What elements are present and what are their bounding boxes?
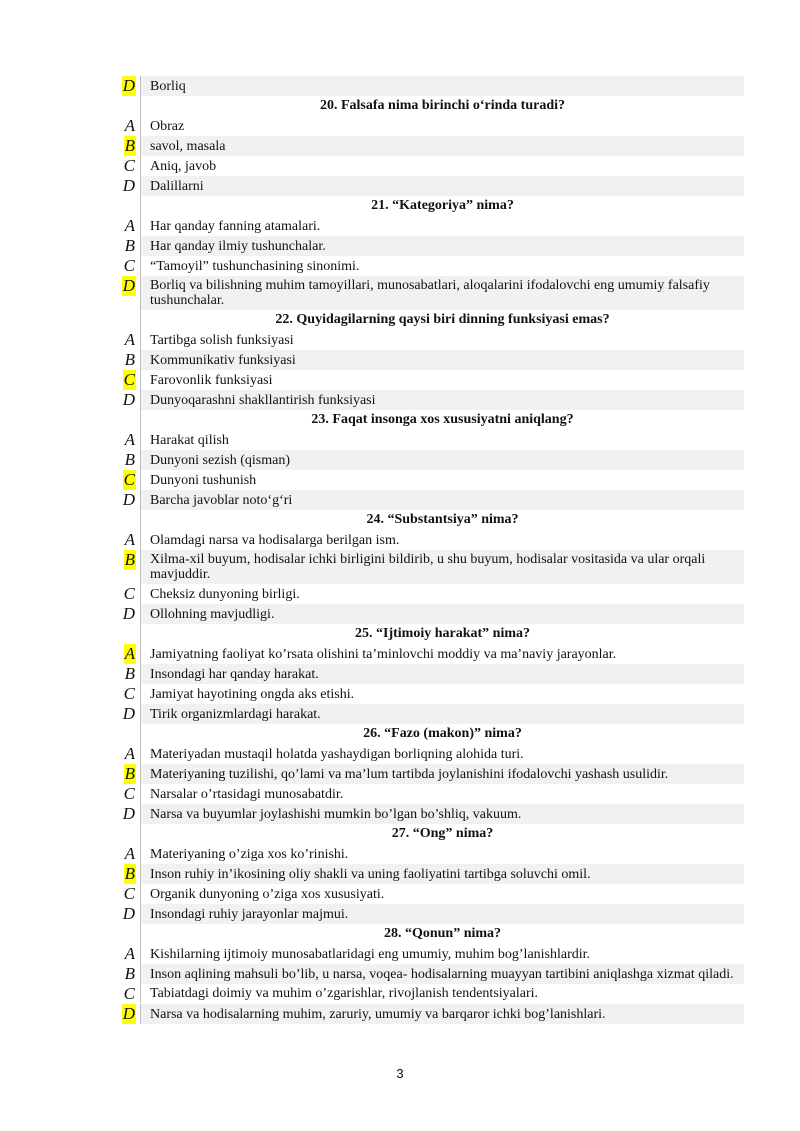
option-letter: A	[124, 430, 135, 449]
page-number: 3	[396, 1066, 404, 1081]
answer-text: Kishilarning ijtimoiy munosabatlaridagi eng umumiy, muhim bog’lanishlardir.	[140, 944, 744, 964]
question-heading	[112, 510, 744, 530]
option-letter: D	[122, 390, 135, 409]
option-letter: B	[124, 764, 135, 783]
option-letter: B	[124, 964, 135, 983]
answer-option	[112, 430, 744, 450]
answer-text: Materiyaning o’ziga xos ko’rinishi.	[140, 844, 744, 864]
answer-text: Narsa va buyumlar joylashishi mumkin bo’lgan bo’shliq, vakuum.	[140, 804, 744, 824]
question-text: 23. Faqat insonga xos xususiyatni aniqlang?	[140, 410, 744, 430]
question-text: 21. “Kategoriya” nima?	[140, 196, 744, 216]
answer-text: Insondagi ruhiy jarayonlar majmui.	[140, 904, 744, 924]
option-letter: B	[124, 136, 135, 155]
answer-option	[112, 330, 744, 350]
answer-option	[112, 176, 744, 196]
answer-letter	[112, 984, 140, 1004]
answer-text: Dunyoqarashni shakllantirish funksiyasi	[140, 390, 744, 410]
answer-option	[112, 370, 744, 390]
option-letter: D	[122, 604, 135, 623]
answer-option	[112, 644, 744, 664]
correct-answer-letter	[112, 276, 140, 296]
answer-letter	[112, 450, 140, 470]
option-letter: A	[124, 944, 135, 963]
answer-text: Borliq va bilishning muhim tamoyillari, munosabatlari, aloqalarini ifodalovchi eng umumiy falsafiy tushunchalar.	[140, 276, 744, 310]
correct-answer-letter	[112, 370, 140, 390]
answer-option	[112, 864, 744, 884]
answer-text: Harakat qilish	[140, 430, 744, 450]
answer-letter	[112, 156, 140, 176]
answer-letter	[112, 804, 140, 824]
answer-text: Inson aqlining mahsuli bo’lib, u narsa, voqea- hodisalarning muayyan tartibini aniqlashga xizmat qiladi.	[140, 964, 744, 984]
correct-answer-letter	[112, 136, 140, 156]
question-heading	[112, 724, 744, 744]
answer-letter	[112, 904, 140, 924]
answer-text: Farovonlik funksiyasi	[140, 370, 744, 390]
correct-answer-letter	[112, 1004, 140, 1024]
answer-letter	[112, 256, 140, 276]
question-heading	[112, 310, 744, 330]
option-letter: C	[123, 784, 135, 803]
correct-answer-letter	[112, 470, 140, 490]
answer-letter	[112, 664, 140, 684]
answer-option	[112, 704, 744, 724]
option-letter: C	[123, 370, 135, 389]
answer-option	[112, 450, 744, 470]
option-letter: D	[122, 1004, 135, 1023]
option-letter: D	[122, 76, 135, 95]
correct-answer-letter	[112, 764, 140, 784]
answer-option	[112, 350, 744, 370]
option-letter: B	[124, 236, 135, 255]
answer-option	[112, 804, 744, 824]
answer-option	[112, 944, 744, 964]
answer-text: Narsa va hodisalarning muhim, zaruriy, umumiy va barqaror ichki bog’lanishlari.	[140, 1004, 744, 1024]
answer-option	[112, 156, 744, 176]
answer-letter	[112, 216, 140, 236]
question-heading	[112, 924, 744, 944]
answer-text: Insondagi har qanday harakat.	[140, 664, 744, 684]
question-heading	[112, 624, 744, 644]
question-heading	[112, 410, 744, 430]
option-letter: B	[124, 550, 135, 569]
answer-text: Cheksiz dunyoning birligi.	[140, 584, 744, 604]
answer-letter	[112, 784, 140, 804]
option-letter: D	[122, 276, 135, 295]
answer-letter	[112, 390, 140, 410]
answer-option	[112, 984, 744, 1004]
answer-option	[112, 550, 744, 584]
answer-letter	[112, 884, 140, 904]
answer-text: Olamdagi narsa va hodisalarga berilgan ism.	[140, 530, 744, 550]
answer-option	[112, 604, 744, 624]
question-heading	[112, 196, 744, 216]
answer-letter	[112, 744, 140, 764]
option-letter: B	[124, 864, 135, 883]
answer-letter	[112, 684, 140, 704]
option-letter: D	[122, 704, 135, 723]
answer-letter	[112, 944, 140, 964]
option-letter: A	[124, 530, 135, 549]
answer-text: Borliq	[140, 76, 744, 96]
answer-text: Obraz	[140, 116, 744, 136]
answer-text: Jamiyatning faoliyat ko’rsata olishini ta’minlovchi moddiy va ma’naviy jarayonlar.	[140, 644, 744, 664]
answer-text: Har qanday ilmiy tushunchalar.	[140, 236, 744, 256]
question-text: 20. Falsafa nima birinchi o‘rinda turadi?	[140, 96, 744, 116]
option-letter: C	[123, 884, 135, 903]
answer-option	[112, 136, 744, 156]
question-text: 22. Quyidagilarning qaysi biri dinning funksiyasi emas?	[140, 310, 744, 330]
answer-text: Materiyaning tuzilishi, qo’lami va ma’lum tartibda joylanishini ifodalovchi yashash usulidir.	[140, 764, 744, 784]
answer-letter	[112, 604, 140, 624]
option-letter: B	[124, 350, 135, 369]
answer-text: Tartibga solish funksiyasi	[140, 330, 744, 350]
answer-text: Ollohning mavjudligi.	[140, 604, 744, 624]
option-letter: D	[122, 176, 135, 195]
answer-text: savol, masala	[140, 136, 744, 156]
option-letter: B	[124, 664, 135, 683]
option-letter: D	[122, 804, 135, 823]
answer-letter	[112, 844, 140, 864]
correct-answer-letter	[112, 644, 140, 664]
correct-answer-letter	[112, 864, 140, 884]
option-letter: A	[124, 216, 135, 235]
option-letter: A	[124, 116, 135, 135]
option-letter: C	[123, 684, 135, 703]
option-letter: B	[124, 450, 135, 469]
question-text: 25. “Ijtimoiy harakat” nima?	[140, 624, 744, 644]
answer-letter	[112, 584, 140, 604]
answer-option	[112, 1004, 744, 1024]
answer-option	[112, 904, 744, 924]
answer-text: Tabiatdagi doimiy va muhim o’zgarishlar, rivojlanish tendentsiyalari.	[140, 984, 744, 1003]
question-text: 24. “Substantsiya” nima?	[140, 510, 744, 530]
answer-text: Xilma-xil buyum, hodisalar ichki birligini bildirib, u shu buyum, hodisalar vositasida va ular orqali mavjuddir.	[140, 550, 744, 584]
answer-text: Narsalar o’rtasidagi munosabatdir.	[140, 784, 744, 804]
answer-letter	[112, 964, 140, 984]
answer-option	[112, 664, 744, 684]
answer-text: Dunyoni sezish (qisman)	[140, 450, 744, 470]
answer-option	[112, 490, 744, 510]
answer-option	[112, 784, 744, 804]
answer-letter	[112, 236, 140, 256]
answer-option	[112, 390, 744, 410]
answer-letter	[112, 530, 140, 550]
answer-text: Har qanday fanning atamalari.	[140, 216, 744, 236]
answer-text: “Tamoyil” tushunchasining sinonimi.	[140, 256, 744, 276]
option-letter: D	[122, 490, 135, 509]
option-letter: A	[124, 330, 135, 349]
answer-option	[112, 276, 744, 310]
answer-text: Dalillarni	[140, 176, 744, 196]
answer-text: Kommunikativ funksiyasi	[140, 350, 744, 370]
answer-option	[112, 744, 744, 764]
answer-option	[112, 116, 744, 136]
answer-text: Jamiyat hayotining ongda aks etishi.	[140, 684, 744, 704]
question-text: 26. “Fazo (makon)” nima?	[140, 724, 744, 744]
answer-option	[112, 216, 744, 236]
answer-text: Inson ruhiy in’ikosining oliy shakli va uning faoliyatini tartibga soluvchi omil.	[140, 864, 744, 884]
answer-letter	[112, 490, 140, 510]
answer-letter	[112, 116, 140, 136]
answer-option	[112, 684, 744, 704]
answer-option	[112, 584, 744, 604]
answer-letter	[112, 430, 140, 450]
answer-option	[112, 530, 744, 550]
answer-letter	[112, 176, 140, 196]
option-letter: A	[124, 644, 135, 663]
option-letter: C	[123, 256, 135, 275]
answer-letter	[112, 704, 140, 724]
option-letter: C	[123, 470, 135, 489]
answer-option	[112, 844, 744, 864]
question-text: 27. “Ong” nima?	[140, 824, 744, 844]
answer-option	[112, 964, 744, 984]
answer-text: Barcha javoblar noto‘g‘ri	[140, 490, 744, 510]
answer-option	[112, 470, 744, 490]
answer-letter	[112, 330, 140, 350]
answer-letter	[112, 350, 140, 370]
correct-answer-letter	[112, 76, 140, 96]
answer-text: Materiyadan mustaqil holatda yashaydigan borliqning alohida turi.	[140, 744, 744, 764]
answer-option	[112, 764, 744, 784]
question-heading	[112, 96, 744, 116]
correct-answer-letter	[112, 550, 140, 570]
question-text: 28. “Qonun” nima?	[140, 924, 744, 944]
option-letter: D	[122, 904, 135, 923]
answer-text: Tirik organizmlardagi harakat.	[140, 704, 744, 724]
test-page	[112, 76, 744, 1024]
answer-option	[112, 76, 744, 96]
option-letter: A	[124, 844, 135, 863]
answer-text: Organik dunyoning o’ziga xos xususiyati.	[140, 884, 744, 904]
option-letter: C	[123, 984, 135, 1003]
option-letter: C	[123, 156, 135, 175]
answer-text: Aniq, javob	[140, 156, 744, 176]
option-letter: A	[124, 744, 135, 763]
answer-option	[112, 256, 744, 276]
answer-option	[112, 236, 744, 256]
question-heading	[112, 824, 744, 844]
answer-option	[112, 884, 744, 904]
option-letter: C	[123, 584, 135, 603]
answer-text: Dunyoni tushunish	[140, 470, 744, 490]
